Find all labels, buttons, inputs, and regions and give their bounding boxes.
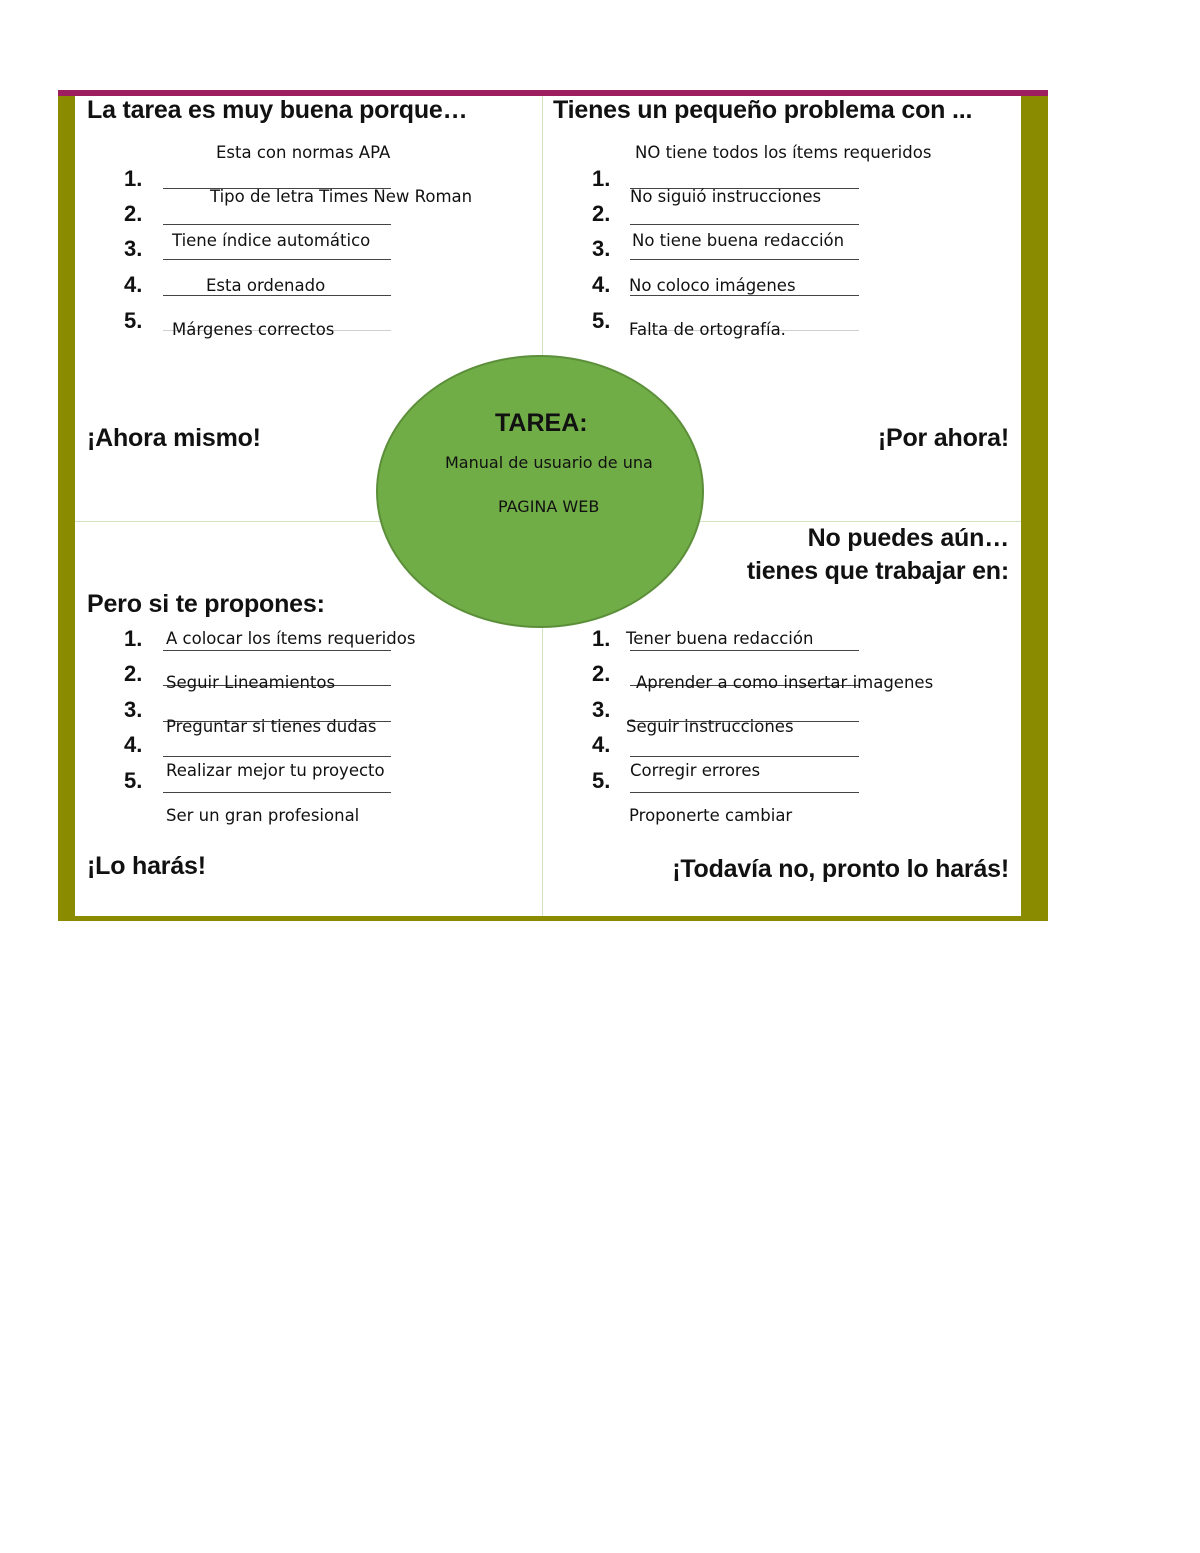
- list-item: Seguir Lineamientos: [166, 673, 336, 692]
- quadrant-heading: Pero si te propones:: [87, 590, 325, 618]
- list-item: Corregir errores: [630, 761, 761, 780]
- answer-line: [630, 650, 859, 651]
- list-item: Márgenes correctos: [172, 320, 335, 339]
- list-item: Aprender a como insertar imagenes: [636, 673, 934, 692]
- quadrant-footer: ¡Todavía no, pronto lo harás!: [672, 855, 1009, 883]
- center-oval: [376, 355, 704, 628]
- list-item: No siguió instrucciones: [630, 187, 822, 206]
- answer-line: [630, 295, 859, 296]
- list-number: 3.: [124, 697, 143, 722]
- list-item: Tener buena redacción: [626, 629, 814, 648]
- list-number: 4.: [124, 732, 143, 757]
- answer-line: [163, 259, 391, 260]
- list-number: 1.: [124, 166, 143, 191]
- list-number: 2.: [592, 201, 611, 226]
- center-title: TAREA:: [495, 409, 588, 437]
- list-number: 3.: [592, 697, 611, 722]
- list-item: No coloco imágenes: [629, 276, 796, 295]
- list-item: Esta ordenado: [206, 276, 326, 295]
- list-item: Preguntar si tienes dudas: [166, 717, 377, 736]
- answer-line: [630, 259, 859, 260]
- quadrant-heading: La tarea es muy buena porque…: [87, 96, 468, 124]
- list-number: 5.: [592, 768, 611, 793]
- answer-line: [163, 792, 391, 793]
- quadrant-heading-line1: No puedes aún…: [807, 524, 1009, 552]
- list-number: 1.: [592, 166, 611, 191]
- list-number: 5.: [592, 308, 611, 333]
- list-item: NO tiene todos los ítems requeridos: [635, 143, 932, 162]
- quadrant-footer: ¡Lo harás!: [87, 852, 206, 880]
- list-number: 1.: [592, 626, 611, 651]
- quadrant-heading-line2: tienes que trabajar en:: [746, 557, 1009, 585]
- quadrant-footer: ¡Ahora mismo!: [87, 424, 261, 452]
- center-line2: PAGINA WEB: [498, 497, 600, 516]
- answer-line: [163, 756, 391, 757]
- list-item: Ser un gran profesional: [166, 806, 360, 825]
- list-item: No tiene buena redacción: [632, 231, 845, 250]
- list-number: 4.: [592, 272, 611, 297]
- list-number: 4.: [592, 732, 611, 757]
- list-item: Tipo de letra Times New Roman: [210, 187, 473, 206]
- quadrant-heading: Tienes un pequeño problema con ...: [553, 96, 973, 124]
- list-number: 3.: [592, 236, 611, 261]
- list-item: Falta de ortografía.: [629, 320, 786, 339]
- answer-line: [163, 295, 391, 296]
- quadrant-footer: ¡Por ahora!: [877, 424, 1009, 452]
- list-number: 2.: [592, 661, 611, 686]
- list-number: 2.: [124, 661, 143, 686]
- list-number: 4.: [124, 272, 143, 297]
- answer-line: [163, 224, 391, 225]
- list-item: A colocar los ítems requeridos: [166, 629, 416, 648]
- list-item: Realizar mejor tu proyecto: [166, 761, 385, 780]
- list-number: 1.: [124, 626, 143, 651]
- answer-line: [630, 792, 859, 793]
- answer-line: [163, 650, 391, 651]
- list-item: Seguir instrucciones: [626, 717, 794, 736]
- center-line1: Manual de usuario de una: [445, 453, 653, 472]
- list-number: 2.: [124, 201, 143, 226]
- list-item: Tiene índice automático: [172, 231, 371, 250]
- answer-line: [630, 224, 859, 225]
- list-item: Esta con normas APA: [216, 143, 391, 162]
- list-number: 5.: [124, 308, 143, 333]
- list-number: 3.: [124, 236, 143, 261]
- answer-line: [630, 756, 859, 757]
- list-item: Proponerte cambiar: [629, 806, 793, 825]
- list-number: 5.: [124, 768, 143, 793]
